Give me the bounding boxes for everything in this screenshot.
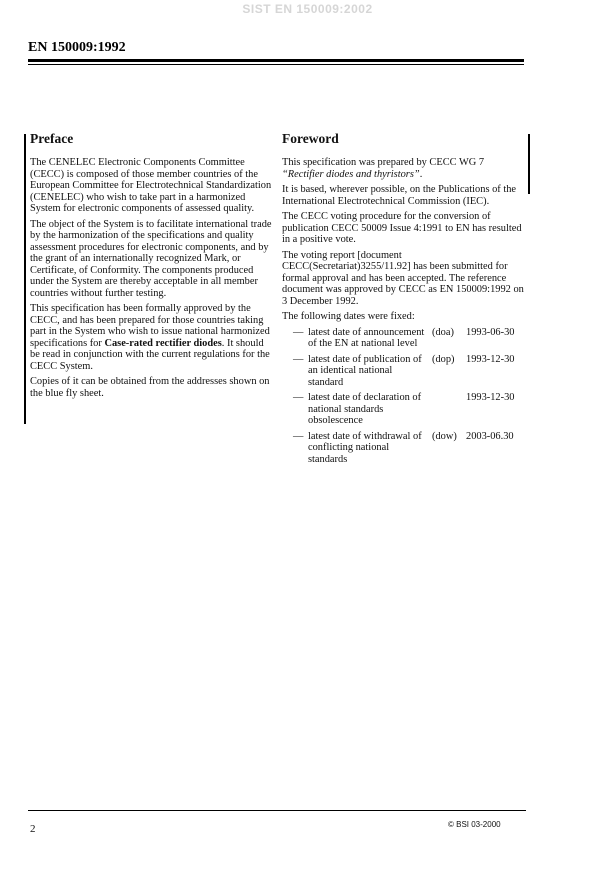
date-value: 1993-12-30 bbox=[466, 353, 515, 365]
date-value: 1993-12-30 bbox=[466, 392, 515, 403]
foreword-section bbox=[282, 131, 524, 469]
document-number: EN 150009:1992 bbox=[28, 40, 126, 55]
date-item-dow bbox=[282, 431, 524, 466]
foreword-paragraph-5: The following dates were fixed: bbox=[282, 311, 415, 322]
preface-paragraph-1: The CENELEC Electronic Components Committee (CECC) is composed of those member countries of the European Committee for Electrotechnical Standardization (CENELEC) who wish to take part in a harmonized System for electronic components of assessed quality. bbox=[30, 157, 272, 214]
date-value: 2003-06.30 bbox=[466, 430, 514, 442]
foreword-title: Foreword bbox=[282, 131, 339, 146]
page-number: 2 bbox=[30, 823, 36, 835]
dash: — bbox=[293, 326, 304, 338]
foreword-paragraph-1 bbox=[282, 157, 524, 180]
watermark: SIST EN 150009:2002 bbox=[242, 2, 373, 16]
preface-p3-bold: Case-rated rectifier diodes bbox=[104, 337, 222, 349]
header-rule-thin bbox=[28, 64, 524, 65]
dates-list bbox=[282, 327, 524, 466]
foreword-paragraph-3: The CECC voting procedure for the conversion of publication CECC 50009 Issue 4:1991 to EN has resulted in a positive vote. bbox=[282, 211, 522, 245]
dash: — bbox=[293, 353, 304, 365]
date-item-declaration bbox=[282, 392, 524, 427]
foreword-p1-tail: . bbox=[419, 168, 423, 180]
date-description: latest date of withdrawal of conflicting national standards bbox=[308, 430, 422, 465]
change-bar-right bbox=[528, 134, 530, 194]
footer-rule bbox=[28, 810, 526, 811]
foreword-p1-text: This specification was prepared by CECC WG 7 bbox=[282, 157, 485, 168]
preface-paragraph-2: The object of the System is to facilitate international trade by the harmonization of the specifications and quality assessment procedures for electronic components, and by the grant of an internationally recognized Mark, or Certificate, of Conformity. The components produced under the System are thereby acceptable in all member countries without further testing. bbox=[30, 218, 272, 299]
foreword-p1-italic: “Rectifier diodes and thyristors” bbox=[282, 168, 420, 180]
preface-paragraph-4: Copies of it can be obtained from the addresses shown on the blue fly sheet. bbox=[30, 376, 270, 399]
date-item-doa bbox=[282, 327, 524, 350]
change-bar-left bbox=[24, 134, 26, 424]
date-description: latest date of declaration of national standards obsolescence bbox=[308, 392, 422, 426]
date-abbreviation: (dow) bbox=[432, 430, 457, 442]
copyright-notice: © BSI 03-2000 bbox=[448, 820, 501, 829]
preface-p3-tail: . It should be read in conjunction with the current regulations for the CECC System. bbox=[30, 337, 270, 372]
date-description: latest date of announcement of the EN at national level bbox=[308, 326, 425, 349]
date-abbreviation: (dop) bbox=[432, 353, 455, 365]
date-abbreviation: (doa) bbox=[432, 326, 454, 338]
header-rule-thick bbox=[28, 59, 524, 62]
dash: — bbox=[293, 392, 304, 403]
foreword-paragraph-4: The voting report [document CECC(Secretariat)3255/11.92] has been submitted for formal approval and has been accepted. The reference document was approved by CECC as EN 150009:1992 on 3 December 1992. bbox=[282, 249, 524, 307]
date-item-dop bbox=[282, 354, 524, 389]
dash: — bbox=[293, 430, 304, 442]
foreword-paragraph-2: It is based, wherever possible, on the Publications of the International Electrotechnical Commission (IEC). bbox=[282, 184, 517, 207]
date-description: latest date of publication of an identical national standard bbox=[308, 353, 422, 388]
date-value: 1993-06-30 bbox=[466, 326, 515, 338]
preface-paragraph-3 bbox=[30, 303, 272, 372]
preface-title: Preface bbox=[30, 131, 74, 146]
preface-p3-text: This specification has been formally approved by the CECC, and has been prepared for those countries taking part in the System who wish to issue national harmonized specifications for bbox=[30, 303, 270, 349]
preface-section bbox=[30, 131, 272, 403]
